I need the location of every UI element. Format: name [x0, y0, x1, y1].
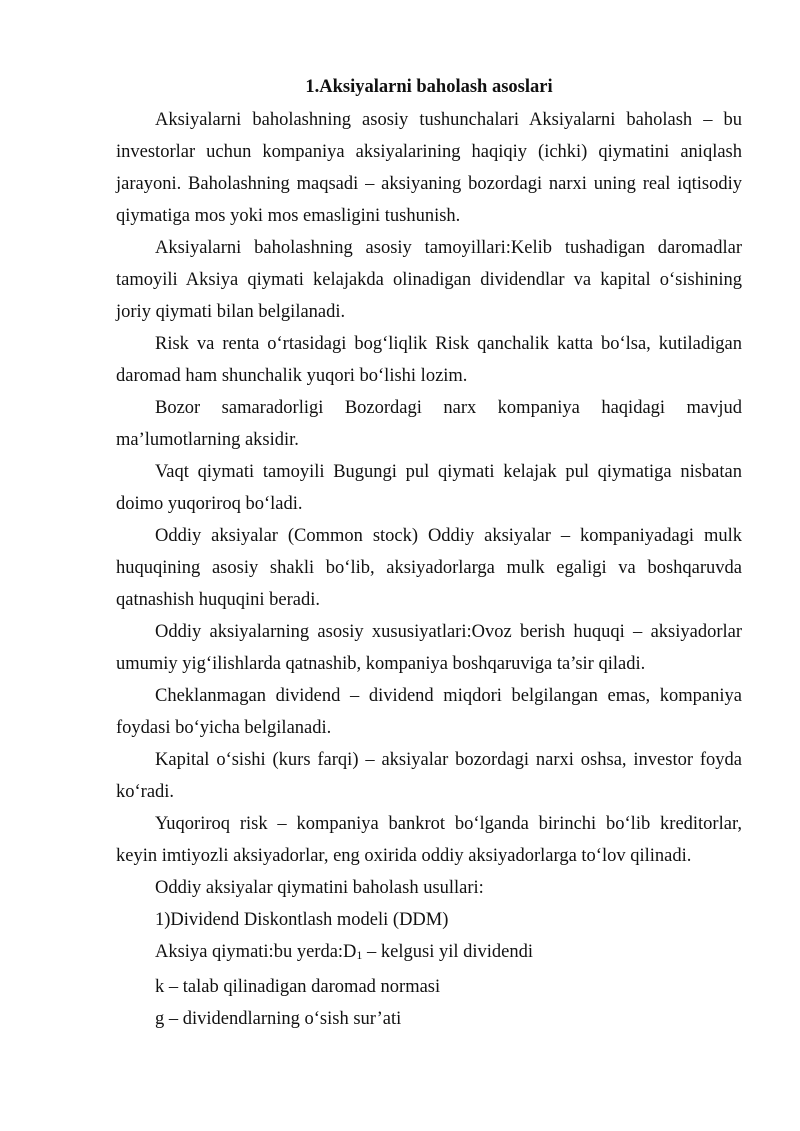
paragraph-capital-growth: Kapital o‘sishi (kurs farqi) – aksiyalar bozordagi narxi oshsa, investor foyda ko‘radi.	[116, 750, 742, 802]
definition-g: g – dividendlarning o‘sish sur’ati	[155, 1009, 402, 1029]
paragraph-common-stock-features: Oddiy aksiyalarning asosiy xususiyatlari:Ovoz berish huquqi – aksiyadorlar umumiy yig‘ilishlarda qatnashib, kompaniya boshqaruviga ta’sir qiladi.	[116, 622, 742, 674]
formula-suffix: – kelgusi yil dividendi	[362, 942, 534, 962]
formula-subscript: 1	[356, 948, 363, 962]
formula-line	[116, 936, 742, 971]
paragraph-valuation-principles: Aksiyalarni baholashning asosiy tamoyillari:Kelib tushadigan daromadlar tamoyili Aksiya qiymati kelajakda olinadigan dividendlar va kapital o‘sishining joriy qiymati bilan belgilanadi.	[116, 238, 742, 322]
paragraph-risk-return: Risk va renta o‘rtasidagi bog‘liqlik Risk qanchalik katta bo‘lsa, kutiladigan daromad ham shunchalik yuqori bo‘lishi lozim.	[116, 334, 742, 386]
formula-prefix: Aksiya qiymati:bu yerda:D	[155, 942, 357, 962]
paragraph-valuation-concepts: Aksiyalarni baholashning asosiy tushunchalari Aksiyalarni baholash – bu investorlar uchun kompaniya aksiyalarining haqiqiy (ichki) qiymatini aniqlash jarayoni. Baholashning maqsadi – aksiyaning bozordagi narxi uning real iqtisodiy qiymatiga mos yoki mos emasligini tushunish.	[116, 110, 742, 226]
paragraph-higher-risk: Yuqoriroq risk – kompaniya bankrot bo‘lganda birinchi bo‘lib kreditorlar, keyin imtiyozli aksiyadorlar, eng oxirida oddiy aksiyadorlarga to‘lov qilinadi.	[116, 814, 742, 866]
paragraph-ddm-heading: 1)Dividend Diskontlash modeli (DDM)	[155, 910, 449, 930]
paragraph-unlimited-dividend: Cheklanmagan dividend – dividend miqdori belgilangan emas, kompaniya foydasi bo‘yicha belgilanadi.	[116, 686, 742, 738]
definition-k: k – talab qilinadigan daromad normasi	[155, 977, 441, 997]
paragraph-market-efficiency: Bozor samaradorligi Bozordagi narx kompaniya haqidagi mavjud ma’lumotlarning aksidir.	[116, 398, 742, 450]
section-title: 1.Aksiyalarni baholash asoslari	[305, 77, 553, 97]
paragraph-common-stock: Oddiy aksiyalar (Common stock) Oddiy aksiyalar – kompaniyadagi mulk huquqining asosiy shakli bo‘lib, aksiyadorlarga mulk egaligi va boshqaruvda qatnashish huquqini beradi.	[116, 526, 742, 610]
paragraph-time-value: Vaqt qiymati tamoyili Bugungi pul qiymati kelajak pul qiymatiga nisbatan doimo yuqoriroq bo‘ladi.	[116, 462, 742, 514]
paragraph-valuation-methods: Oddiy aksiyalar qiymatini baholash usullari:	[155, 878, 484, 898]
